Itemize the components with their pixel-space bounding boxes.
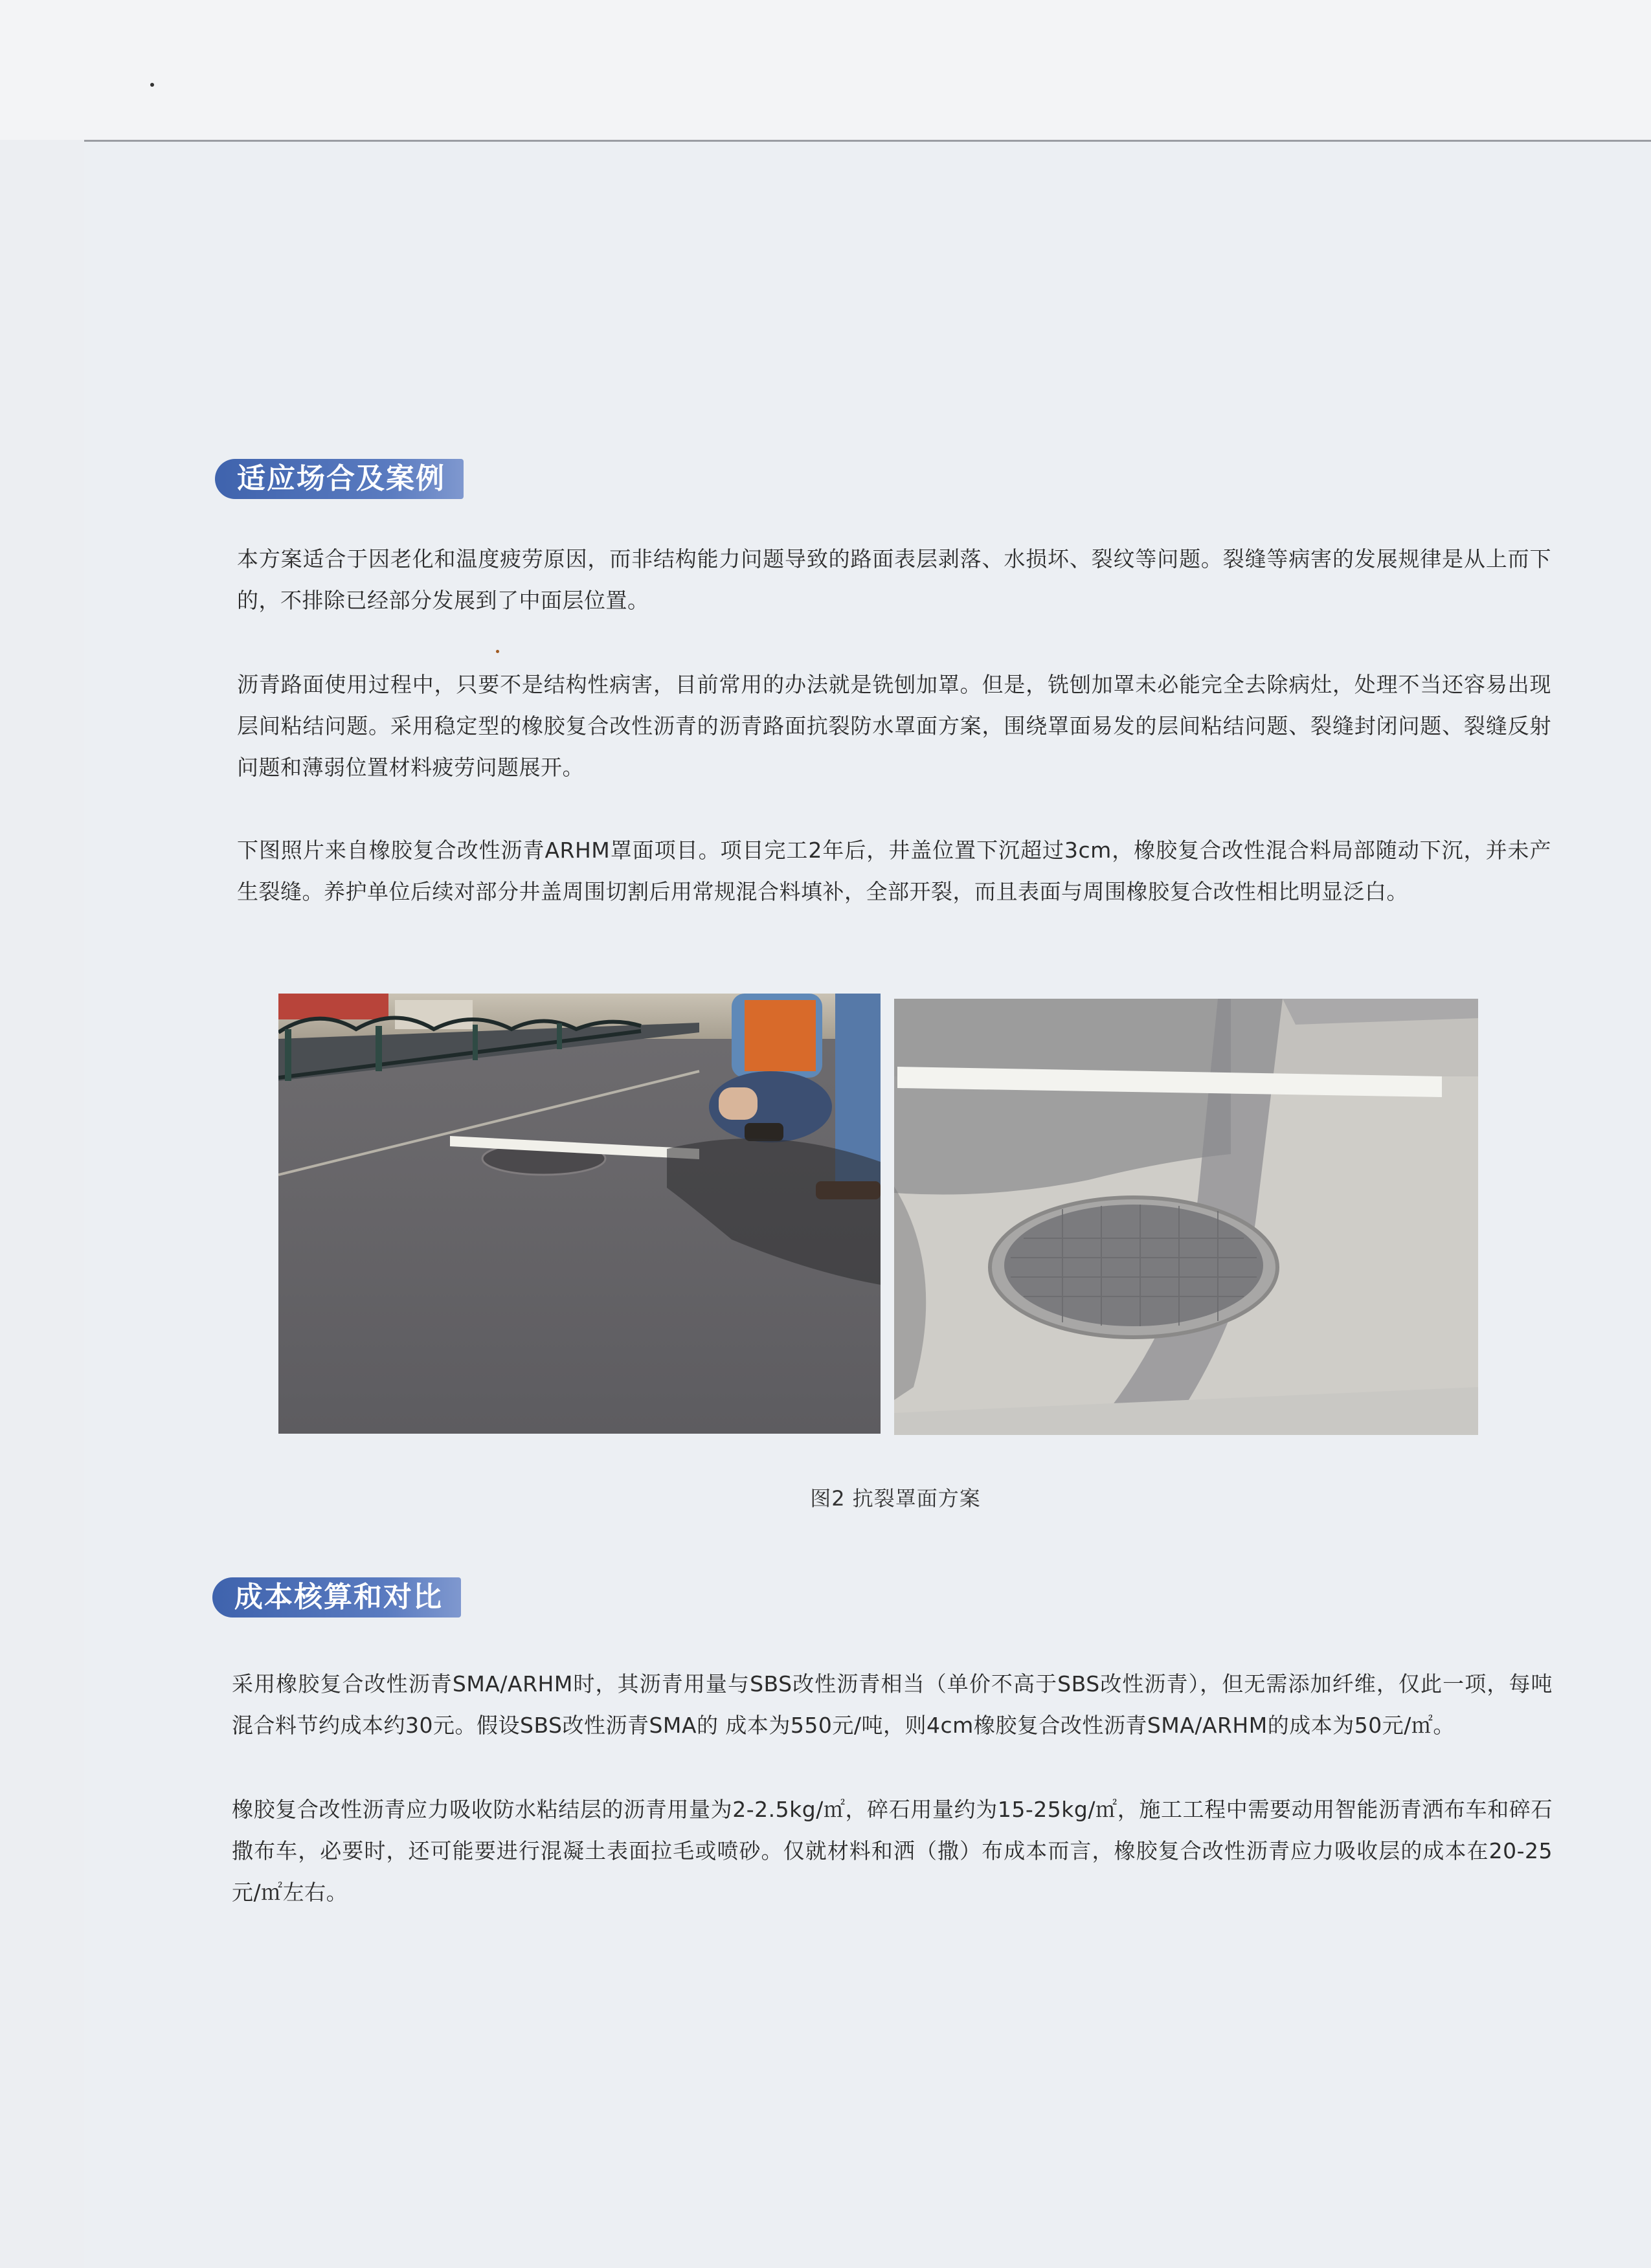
photo-manhole-closeup [894,999,1478,1435]
photo-road-with-manhole [278,994,881,1434]
paragraph-stress-absorbing-cost: 橡胶复合改性沥青应力吸收防水粘结层的沥青用量为2-2.5kg/㎡，碎石用量约为15-25kg/㎡，施工工程中需要动用智能沥青洒布车和碎石撒布车，必要时，还可能要进行混凝土表面拉毛或喷砂。仅就材料和洒（撒）布成本而言，橡胶复合改性沥青应力吸收层的成本在20-25元/㎡左右。 [232,1797,1553,1905]
section-heading-applications: 适应场合及案例 [215,459,464,499]
paragraph-photo-source: 下图照片来自橡胶复合改性沥青ARHM罩面项目。项目完工2年后，井盖位置下沉超过3cm，橡胶复合改性混合料局部随动下沉，并未产生裂缝。养护单位后续对部分井盖周围切割后用常规混合料填补，全部开裂，而且表面与周围橡胶复合改性相比明显泛白。 [237,838,1551,904]
scan-speck [496,650,499,653]
figure-caption: 图2 抗裂罩面方案 [810,1486,981,1511]
road-photo-graphic [278,994,881,1434]
paragraph-sma-cost: 采用橡胶复合改性沥青SMA/ARHM时，其沥青用量与SBS改性沥青相当（单价不高于SBS改性沥青），但无需添加纤维，仅此一项，每吨混合料节约成本约30元。假设SBS改性沥青SMA的 成本为550元/吨，则4cm橡胶复合改性沥青SMA/ARHM的成本为50元/㎡。 [232,1671,1553,1738]
paragraph-scope: 本方案适合于因老化和温度疲劳原因，而非结构能力问题导致的路面表层剥落、水损坏、裂纹等问题。裂缝等病害的发展规律是从上而下的，不排除已经部分发展到了中面层位置。 [237,546,1551,613]
manhole-photo-graphic [894,999,1478,1435]
scan-margin [0,0,1651,140]
section-heading-cost: 成本核算和对比 [212,1577,461,1618]
scan-speck [150,83,154,87]
paragraph-milling-overlay: 沥青路面使用过程中，只要不是结构性病害，目前常用的办法就是铣刨加罩。但是，铣刨加罩未必能完全去除病灶，处理不当还容易出现层间粘结问题。采用稳定型的橡胶复合改性沥青的沥青路面抗裂防水罩面方案，围绕罩面易发的层间粘结问题、裂缝封闭问题、裂缝反射问题和薄弱位置材料疲劳问题展开。 [237,672,1551,780]
